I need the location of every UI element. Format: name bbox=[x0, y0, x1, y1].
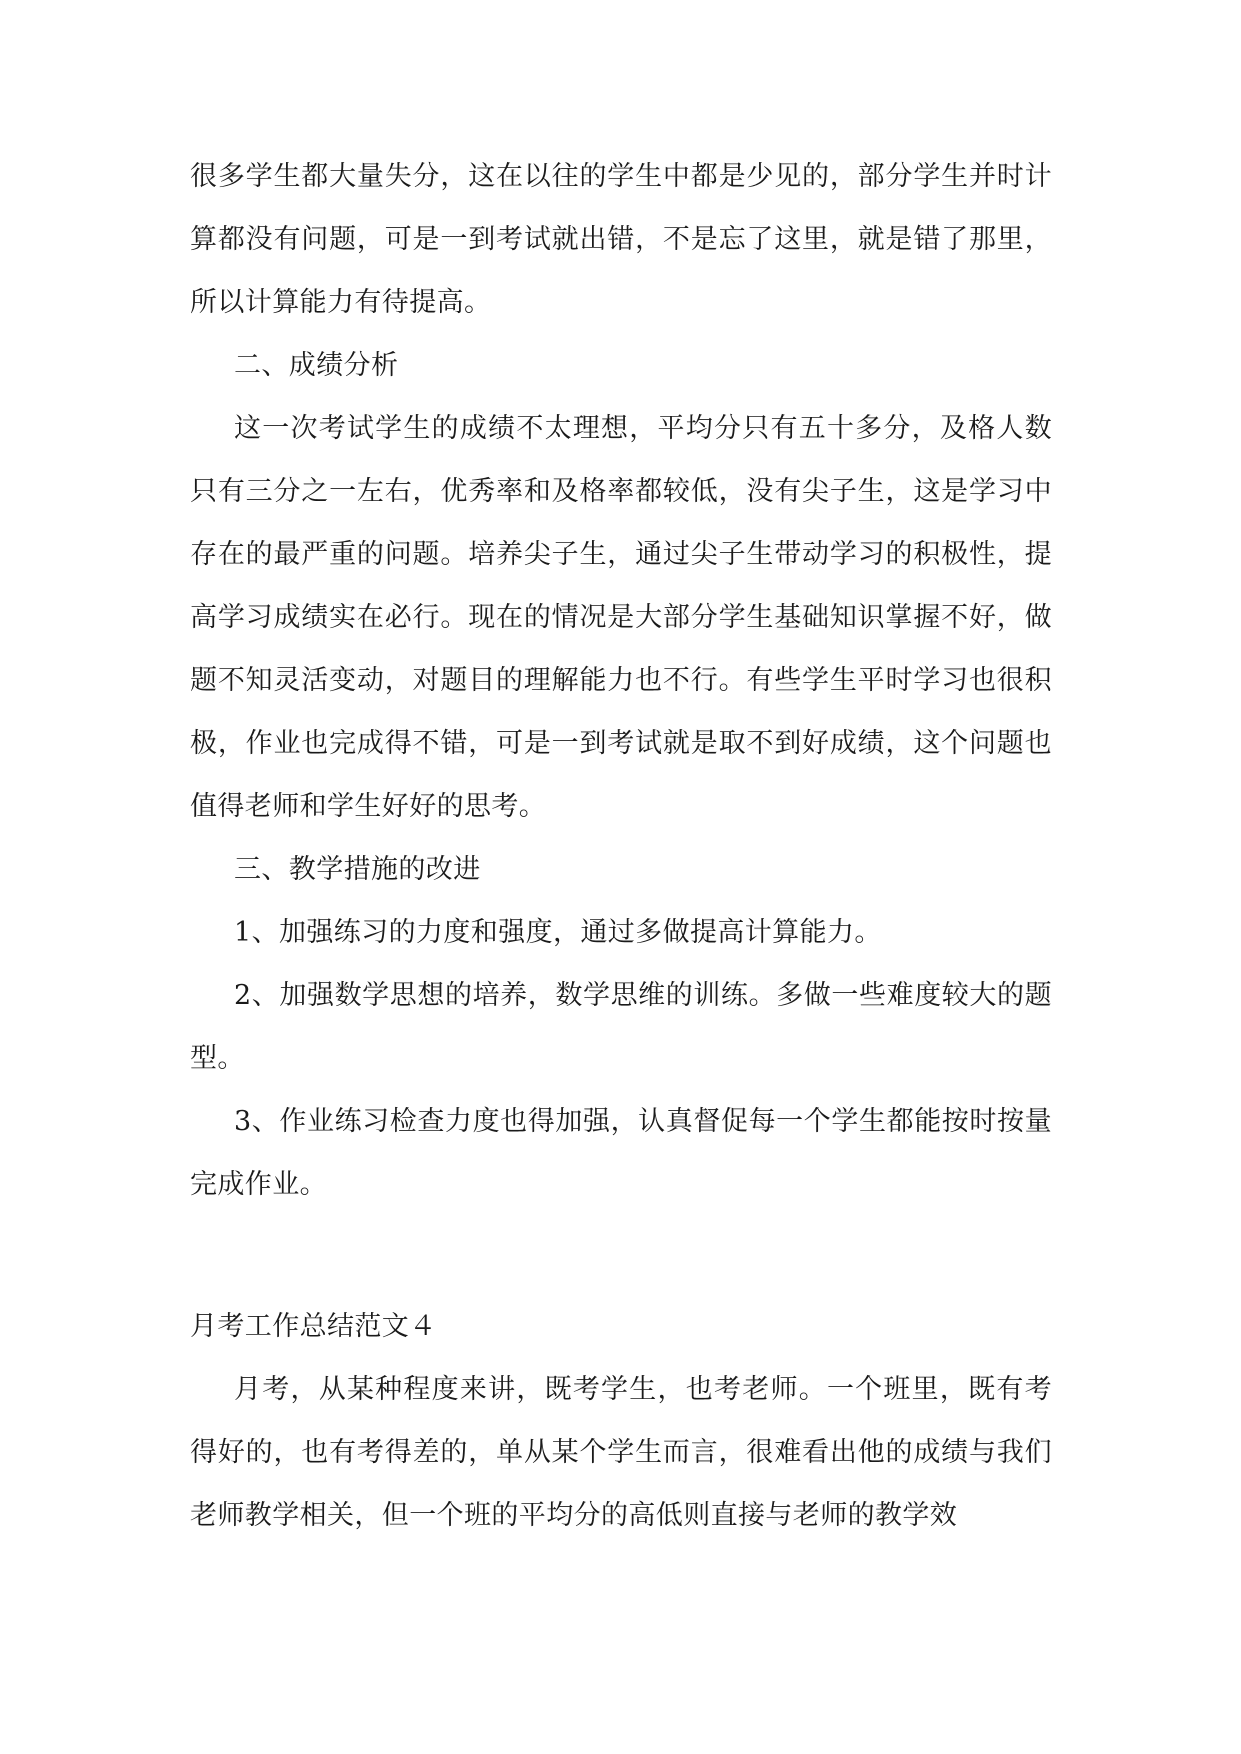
heading-score-analysis: 二、成绩分析 bbox=[234, 350, 399, 381]
list-item-2: 2、加强数学思想的培养，数学思维的训练。多做一些难度较大的题型。 bbox=[190, 980, 1052, 1074]
section-title: 月考工作总结范文４ bbox=[190, 1311, 437, 1342]
paragraph-monthly-exam-intro: 月考，从某种程度来讲，既考学生，也考老师。一个班里，既有考得好的，也有考得差的，单从某个学生而言，很难看出他的成绩与我们老师教学相关，但一个班的平均分的高低则直接与老师的教学效 bbox=[190, 1374, 1052, 1531]
paragraph-score-analysis: 这一次考试学生的成绩不太理想，平均分只有五十多分，及格人数只有三分之一左右，优秀率和及格率都较低，没有尖子生，这是学习中存在的最严重的问题。培养尖子生，通过尖子生带动学习的积极性，提高学习成绩实在必行。现在的情况是大部分学生基础知识掌握不好，做题不知灵活变动，对题目的理解能力也不行。有些学生平时学习也很积极，作业也完成得不错，可是一到考试就是取不到好成绩，这个问题也值得老师和学生好好的思考。 bbox=[190, 413, 1052, 822]
document-page bbox=[190, 0, 1052, 1754]
list-item-1: 1、加强练习的力度和强度，通过多做提高计算能力。 bbox=[234, 917, 882, 948]
paragraph-calculation-errors: 很多学生都大量失分，这在以往的学生中都是少见的，部分学生并时计算都没有问题，可是一到考试就出错，不是忘了这里，就是错了那里，所以计算能力有待提高。 bbox=[190, 161, 1052, 318]
heading-teaching-improvements: 三、教学措施的改进 bbox=[234, 854, 481, 885]
list-item-3: 3、作业练习检查力度也得加强，认真督促每一个学生都能按时按量完成作业。 bbox=[190, 1106, 1052, 1200]
